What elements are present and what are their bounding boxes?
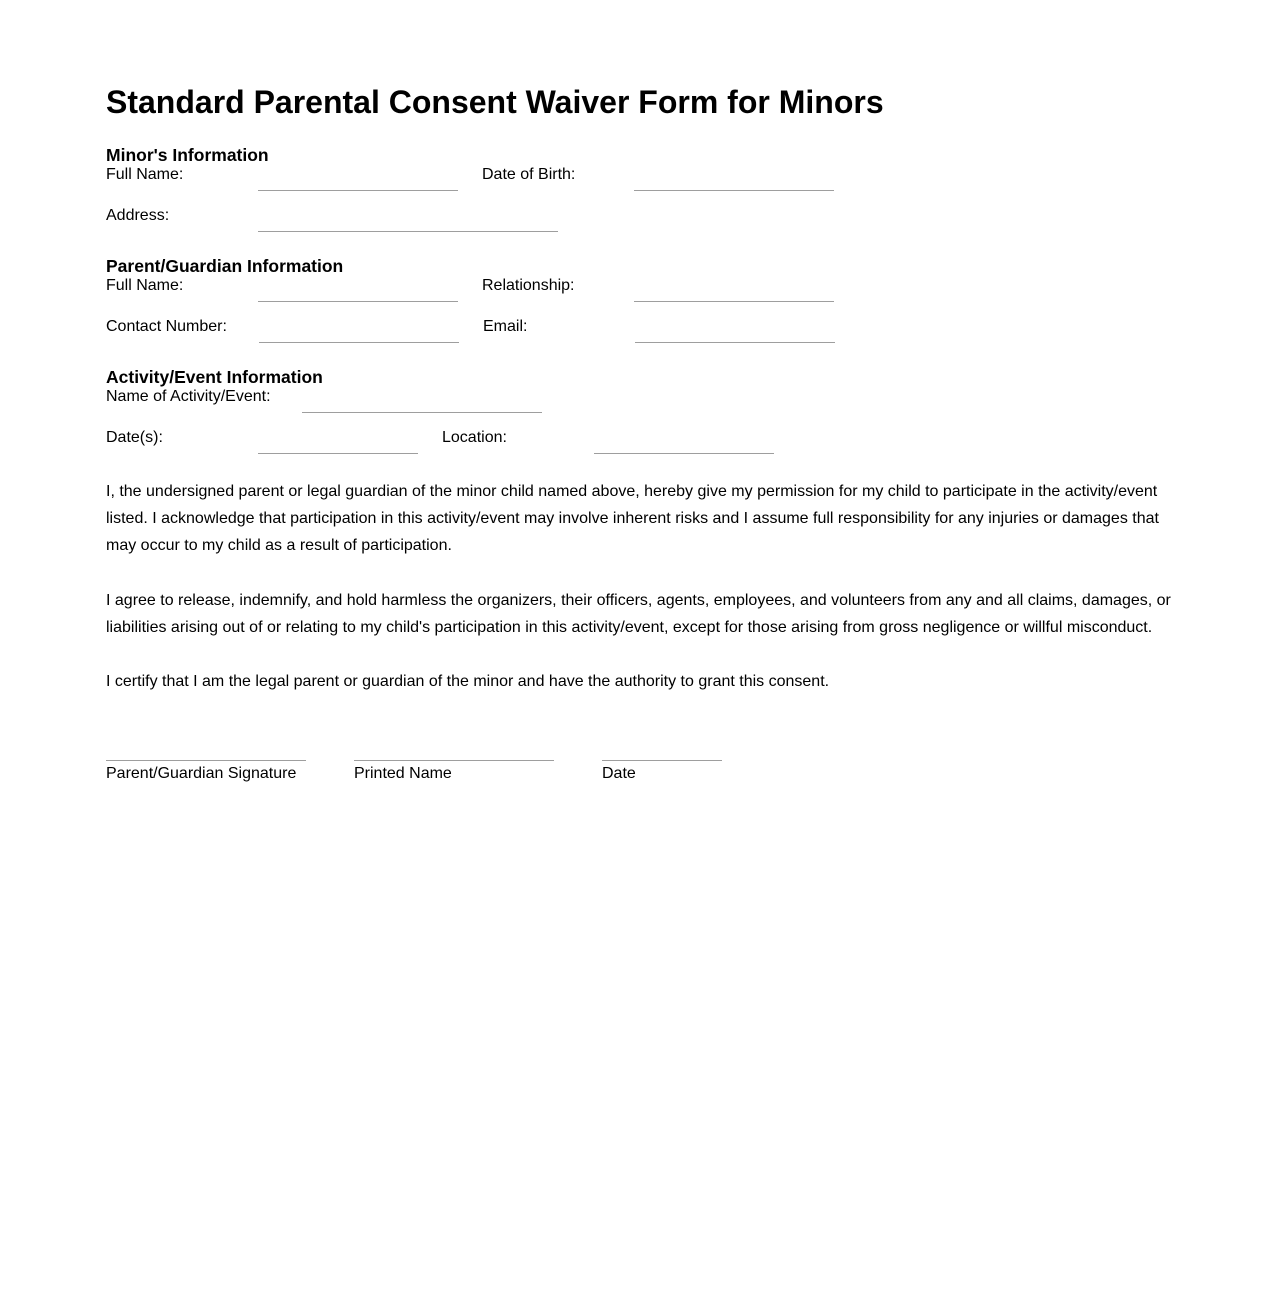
minor-dob-field[interactable] (634, 190, 834, 191)
activity-name-field[interactable] (302, 412, 542, 413)
minor-dob-label: Date of Birth: (482, 166, 576, 183)
signature-line[interactable] (106, 760, 306, 761)
activity-name-label: Name of Activity/Event: (106, 388, 271, 405)
parent-relationship-field[interactable] (634, 301, 834, 302)
printed-name-label: Printed Name (354, 765, 452, 782)
consent-paragraph-permission: I, the undersigned parent or legal guardian of the minor child named above, hereby give my permission for my child to participate in the activity/event listed. I acknowledge that participation in this activity/event may involve inherent risks and I assume full responsibility for any injuries or damages that may occur to my child as a result of participation. (106, 483, 1159, 554)
section-heading-minor: Minor's Information (106, 145, 269, 165)
parent-full-name-label: Full Name: (106, 277, 184, 294)
printed-name-line[interactable] (354, 760, 554, 761)
parent-contact-label: Contact Number: (106, 318, 227, 335)
parent-full-name-field[interactable] (258, 301, 458, 302)
activity-dates-label: Date(s): (106, 429, 163, 446)
section-heading-activity: Activity/Event Information (106, 367, 323, 387)
section-heading-parent: Parent/Guardian Information (106, 256, 344, 276)
minor-full-name-field[interactable] (258, 190, 458, 191)
minor-address-field[interactable] (258, 231, 558, 232)
consent-paragraph-release: I agree to release, indemnify, and hold harmless the organizers, their officers, agents, employees, and volunteers from any and all claims, damages, or liabilities arising out of or relating to my child's participation in this activity/event, except for those arising from gross negligence or willful misconduct. (106, 592, 1171, 636)
parent-email-label: Email: (483, 318, 528, 335)
parent-contact-field[interactable] (259, 342, 459, 343)
signature-label: Parent/Guardian Signature (106, 765, 297, 782)
parent-email-field[interactable] (635, 342, 835, 343)
signature-date-label: Date (602, 765, 636, 782)
activity-location-label: Location: (442, 429, 507, 446)
minor-address-label: Address: (106, 207, 170, 224)
parent-relationship-label: Relationship: (482, 277, 575, 294)
page-title: Standard Parental Consent Waiver Form for Minors (106, 84, 884, 120)
minor-full-name-label: Full Name: (106, 166, 184, 183)
consent-paragraph-certify: I certify that I am the legal parent or guardian of the minor and have the authority to grant this consent. (106, 673, 830, 690)
activity-location-field[interactable] (594, 453, 774, 454)
activity-dates-field[interactable] (258, 453, 418, 454)
signature-date-line[interactable] (602, 760, 722, 761)
